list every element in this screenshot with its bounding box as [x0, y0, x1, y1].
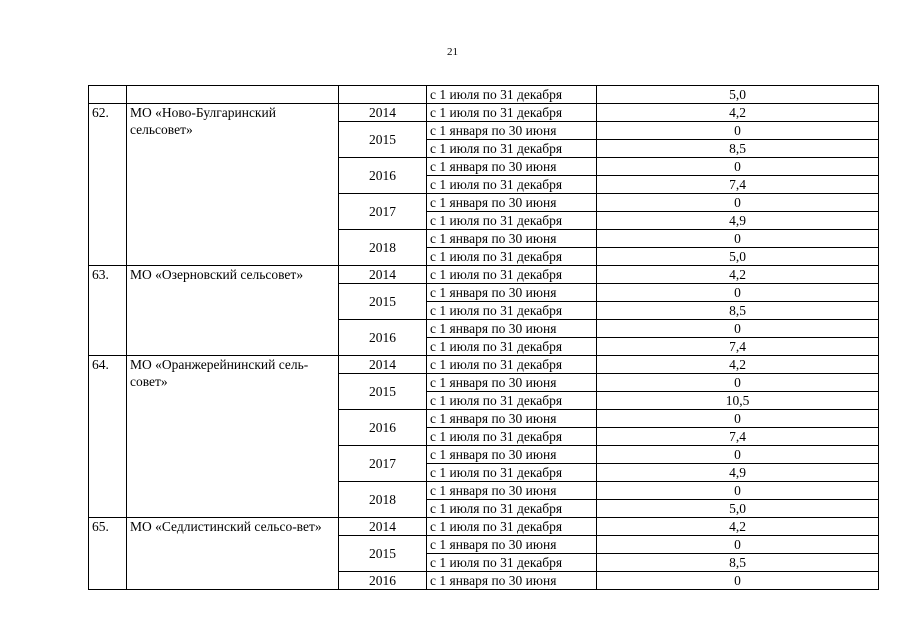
- period-cell: с 1 января по 30 июня: [427, 374, 597, 392]
- year-cell: 2016: [339, 320, 427, 356]
- period-cell: с 1 июля по 31 декабря: [427, 356, 597, 374]
- period-cell: с 1 января по 30 июня: [427, 410, 597, 428]
- year-cell: [339, 86, 427, 104]
- period-cell: с 1 января по 30 июня: [427, 158, 597, 176]
- row-number: 64.: [89, 356, 127, 518]
- period-cell: с 1 января по 30 июня: [427, 536, 597, 554]
- value-cell: 0: [597, 230, 879, 248]
- year-cell: 2014: [339, 356, 427, 374]
- year-cell: 2017: [339, 194, 427, 230]
- period-cell: с 1 января по 30 июня: [427, 122, 597, 140]
- period-cell: с 1 января по 30 июня: [427, 284, 597, 302]
- value-cell: 0: [597, 122, 879, 140]
- period-cell: с 1 июля по 31 декабря: [427, 428, 597, 446]
- value-cell: 0: [597, 374, 879, 392]
- table-row: [89, 356, 879, 374]
- year-cell: 2018: [339, 482, 427, 518]
- year-cell: 2014: [339, 266, 427, 284]
- period-cell: с 1 июля по 31 декабря: [427, 338, 597, 356]
- municipality-name: МО «Седлистинский сельсо-вет»: [127, 518, 339, 590]
- value-cell: 0: [597, 536, 879, 554]
- value-cell: 7,4: [597, 176, 879, 194]
- row-number: 62.: [89, 104, 127, 266]
- table-row: [89, 518, 879, 536]
- period-cell: с 1 июля по 31 декабря: [427, 464, 597, 482]
- value-cell: 0: [597, 320, 879, 338]
- year-cell: 2016: [339, 572, 427, 590]
- municipality-name: [127, 86, 339, 104]
- period-cell: с 1 июля по 31 декабря: [427, 212, 597, 230]
- value-cell: 0: [597, 284, 879, 302]
- value-cell: 0: [597, 482, 879, 500]
- year-cell: 2016: [339, 158, 427, 194]
- value-cell: 0: [597, 410, 879, 428]
- value-cell: 4,9: [597, 464, 879, 482]
- value-cell: 0: [597, 158, 879, 176]
- table-row: [89, 86, 879, 104]
- value-cell: 0: [597, 194, 879, 212]
- period-cell: с 1 января по 30 июня: [427, 320, 597, 338]
- value-cell: 4,2: [597, 356, 879, 374]
- period-cell: с 1 января по 30 июня: [427, 482, 597, 500]
- period-cell: с 1 июля по 31 декабря: [427, 86, 597, 104]
- period-cell: с 1 июля по 31 декабря: [427, 554, 597, 572]
- year-cell: 2015: [339, 122, 427, 158]
- municipality-name: МО «Ново-Булгаринский сельсовет»: [127, 104, 339, 266]
- value-cell: 8,5: [597, 554, 879, 572]
- period-cell: с 1 июля по 31 декабря: [427, 500, 597, 518]
- table-row: [89, 266, 879, 284]
- year-cell: 2015: [339, 374, 427, 410]
- row-number: 65.: [89, 518, 127, 590]
- value-cell: 10,5: [597, 392, 879, 410]
- municipality-name: МО «Озерновский сельсовет»: [127, 266, 339, 356]
- value-cell: 4,2: [597, 104, 879, 122]
- period-cell: с 1 января по 30 июня: [427, 230, 597, 248]
- value-cell: 4,9: [597, 212, 879, 230]
- row-number: [89, 86, 127, 104]
- value-cell: 7,4: [597, 338, 879, 356]
- period-cell: с 1 января по 30 июня: [427, 446, 597, 464]
- year-cell: 2016: [339, 410, 427, 446]
- value-cell: 0: [597, 446, 879, 464]
- value-cell: 7,4: [597, 428, 879, 446]
- value-cell: 8,5: [597, 140, 879, 158]
- municipality-name: МО «Оранжерейнинский сель-совет»: [127, 356, 339, 518]
- tariff-table-body: [89, 86, 879, 590]
- value-cell: 5,0: [597, 248, 879, 266]
- period-cell: с 1 июля по 31 декабря: [427, 266, 597, 284]
- year-cell: 2018: [339, 230, 427, 266]
- table-row: [89, 104, 879, 122]
- value-cell: 5,0: [597, 500, 879, 518]
- year-cell: 2014: [339, 104, 427, 122]
- period-cell: с 1 июля по 31 декабря: [427, 140, 597, 158]
- page-number: 21: [447, 46, 458, 58]
- period-cell: с 1 июля по 31 декабря: [427, 248, 597, 266]
- period-cell: с 1 января по 30 июня: [427, 194, 597, 212]
- value-cell: 4,2: [597, 518, 879, 536]
- period-cell: с 1 июля по 31 декабря: [427, 392, 597, 410]
- tariff-table: [88, 85, 879, 590]
- value-cell: 0: [597, 572, 879, 590]
- year-cell: 2015: [339, 536, 427, 572]
- year-cell: 2015: [339, 284, 427, 320]
- row-number: 63.: [89, 266, 127, 356]
- period-cell: с 1 июля по 31 декабря: [427, 176, 597, 194]
- period-cell: с 1 июля по 31 декабря: [427, 518, 597, 536]
- year-cell: 2017: [339, 446, 427, 482]
- period-cell: с 1 января по 30 июня: [427, 572, 597, 590]
- period-cell: с 1 июля по 31 декабря: [427, 302, 597, 320]
- period-cell: с 1 июля по 31 декабря: [427, 104, 597, 122]
- value-cell: 5,0: [597, 86, 879, 104]
- year-cell: 2014: [339, 518, 427, 536]
- value-cell: 4,2: [597, 266, 879, 284]
- value-cell: 8,5: [597, 302, 879, 320]
